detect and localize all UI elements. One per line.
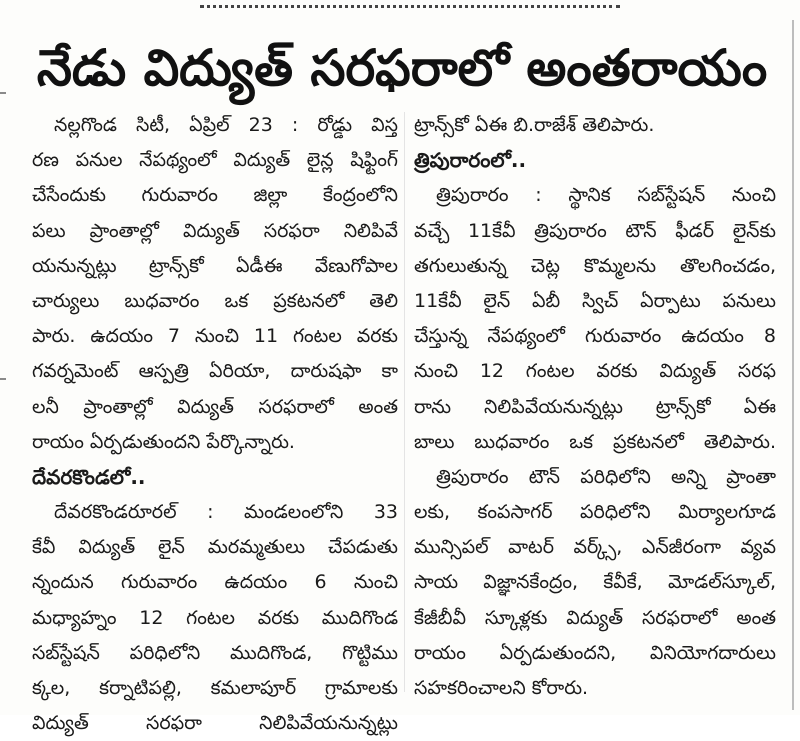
text-line: యనున్నట్లు ట్రాన్స్‌కో ఏడీఈ వేణుగోపాల [32,254,398,277]
column-divider [404,112,405,692]
edge-mark [0,378,6,380]
text-line: న్నందున గురువారం ఉదయం 6 నుంచి [32,571,398,594]
text-line: రణ పనుల నేపథ్యంలో విద్యుత్ లైన్ల షిఫ్టింగ్ [32,149,398,172]
text-line: చార్యులు బుధవారం ఒక ప్రకటనలో తెలి [32,289,398,312]
text-line: లనీ ప్రాంతాల్లో విద్యుత్ సరఫరాలో అంత [32,395,398,418]
text-line: కేజీబీవీ స్కూళ్లకు విద్యుత్ సరఫరాలో అంత [414,606,776,629]
text-line: నల్లగొండ సిటీ, ఏప్రిల్ 23 : రోడ్డు విస్త [54,114,398,136]
text-line: పారు. ఉదయం 7 నుంచి 11 గంటల వరకు [32,325,398,348]
subheading-tripuraram: త్రిపురారంలో.. [414,148,527,173]
text-line: రాయం ఏర్పడుతుందని పేర్కొన్నారు. [32,430,295,453]
text-line: సాయ విజ్ఞానకేంద్రం, కేవీకే, మోడల్‌స్కూల్, [414,571,776,594]
text-line: సబ్‌స్టేషన్ పరిధిలోని ముదిగొండ, గొట్టిము [32,641,398,664]
text-line: క్కల, కర్నాటిపల్లి, కమలాపూర్ గ్రామాలకు [32,677,398,699]
text-line: వచ్చే 11కేవీ త్రిపురారం టౌన్ ఫీడర్ లైన్‌కు [414,219,776,242]
text-line: గవర్నమెంట్ ఆస్పత్రి ఏరియా, దారుషఫా కా [32,360,398,383]
text-line: త్రిపురారం టౌన్ పరిధిలోని అన్ని ప్రాంతా [436,465,776,488]
subheading-devarakonda: దేవరకొండలో.. [32,464,146,489]
text-line: త్రిపురారం : స్థానిక సబ్‌స్టేషన్ నుంచి [436,184,776,207]
article-column-left [32,108,398,741]
left-edge-marks [0,0,12,715]
text-line: చేసేందుకు గురువారం జిల్లా కేంద్రంలోని [32,184,398,207]
text-line: సహకరించాలని కోరారు. [414,677,589,699]
text-line: నుంచి 12 గంటల వరకు విద్యుత్ సరఫ [414,360,776,383]
text-line: తగులుతున్న చెట్ల కొమ్మలను తొలగించడం, [414,254,776,277]
article-headline: నేడు విద్యుత్ సరఫరాలో అంతరాయం [36,39,768,97]
cut-off-line [200,0,620,8]
text-line: బాలు బుధవారం ఒక ప్రకటనలో తెలిపారు. [414,430,776,453]
text-line: మధ్యాహ్నం 12 గంటల వరకు ముదిగొండ [32,606,398,629]
text-line: పలు ప్రాంతాల్లో విద్యుత్ సరఫరా నిలిపివే [32,219,398,242]
cut-off-top-text [0,0,800,10]
text-line: చేస్తున్న నేపథ్యంలో గురువారం ఉదయం 8 [414,325,776,348]
text-line: రాయం ఏర్పడుతుందని, వినియోగదారులు [414,641,776,664]
text-line: రాను నిలిపివేయనున్నట్లు ట్రాన్స్‌కో ఏఈ [414,395,776,418]
text-line: ట్రాన్స్‌కో ఏఈ బి.రాజేశ్ తెలిపారు. [414,114,655,136]
article-column-right [414,108,776,706]
right-column-rule [792,20,794,710]
text-line: మున్సిపల్ వాటర్ వర్క్స్, ఎన్‌జీరంగా వ్యవ [414,536,776,559]
text-line: లకు, కంపసాగర్ పరిధిలోని మిర్యాలగూడ [414,501,776,524]
text-line: కేవీ విద్యుత్ లైన్ మరమ్మతులు చేపడుతు [32,536,398,559]
text-line: 11కేవీ లైన్ ఏబీ స్విచ్ ఏర్పాటు పనులు [414,289,776,312]
text-line: దేవరకొండరూరల్ : మండలంలోని 33 [54,501,398,524]
text-line: విద్యుత్ సరఫరా నిలిపివేయనున్నట్లు [32,712,398,735]
edge-mark [0,92,6,94]
